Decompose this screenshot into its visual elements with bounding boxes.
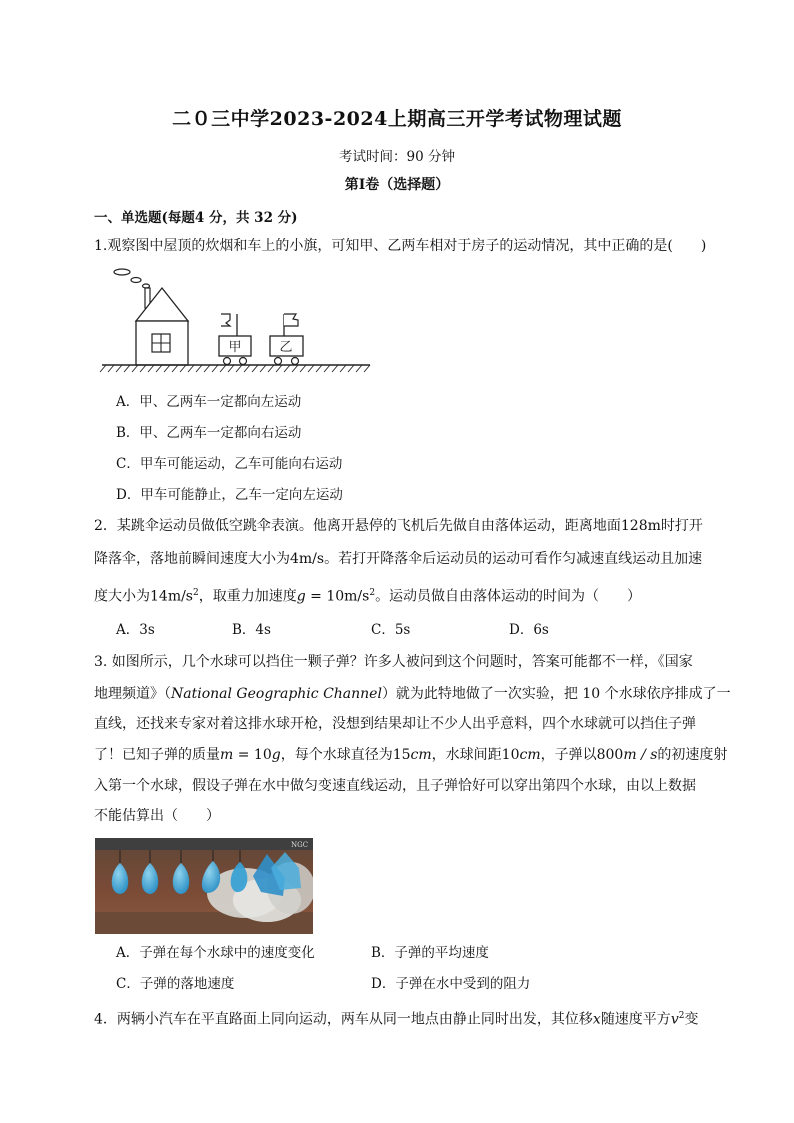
car-a-label: 甲 bbox=[228, 340, 242, 355]
smoke-puff bbox=[143, 284, 150, 288]
q1-option-d: D．甲车可能静止，乙车一定向左运动 bbox=[116, 487, 343, 503]
question-3-line-5: 入第一个水球，假设子弹在水中做匀变速直线运动，且子弹恰好可以穿出第四个水球，由以上数据 bbox=[94, 778, 696, 794]
house-roof bbox=[136, 288, 188, 321]
question-2-line-2: 降落伞，落地前瞬间速度大小为4m/s。若打开降落伞后运动员的运动可看作匀减速直线运动且加速 bbox=[94, 551, 703, 567]
question-3-line-2: 地理频道》（National Geographic Channel）就为此特地做了一次实验，把 10 个水球依序排成了一 bbox=[94, 686, 731, 702]
q1-option-c: C．甲车可能运动，乙车可能向右运动 bbox=[116, 456, 343, 472]
question-3-line-3: 直线，还找来专家对着这排水球开枪，没想到结果却让不少人出乎意料，四个水球就可以挡住子弹 bbox=[94, 716, 696, 732]
page-title: 二０三中学2023-2024上期高三开学考试物理试题 bbox=[172, 108, 622, 130]
q1-option-b: B．甲、乙两车一定都向右运动 bbox=[116, 425, 302, 441]
car-b bbox=[270, 314, 303, 365]
ground-hatching bbox=[100, 365, 370, 372]
svg-text:NGC: NGC bbox=[291, 841, 309, 849]
flag-b bbox=[284, 314, 298, 326]
question-2-line-1: 2．某跳伞运动员做低空跳伞表演。他离开悬停的飞机后先做自由落体运动，距离地面128m时打开 bbox=[94, 518, 703, 534]
q3-option-b: B．子弹的平均速度 bbox=[371, 945, 489, 961]
question-1-stem: 1.观察图中屋顶的炊烟和车上的小旗，可知甲、乙两车相对于房子的运动情况，其中正确的是( ) bbox=[94, 238, 707, 254]
q2-option-b: B．4s bbox=[232, 622, 271, 638]
q2-option-a: A．3s bbox=[116, 622, 155, 638]
q2-option-d: D．6s bbox=[509, 622, 549, 638]
question-1-figure bbox=[94, 262, 379, 380]
car-a bbox=[219, 314, 251, 365]
q3-option-d: D．子弹在水中受到的阻力 bbox=[371, 976, 531, 992]
flag-a bbox=[221, 314, 230, 326]
smoke-puff bbox=[114, 269, 130, 275]
exam-time: 考试时间：90 分钟 bbox=[339, 149, 455, 165]
q1-option-a: A．甲、乙两车一定都向左运动 bbox=[116, 394, 302, 410]
question-2-line-3: 度大小为$14m/s^2$，取重力加速度$g = 10m/s^2$。运动员做自由落体运动的时间为（ ） bbox=[94, 588, 642, 605]
question-3-line-4: 了！已知子弹的质量m = 10g，每个水球直径为15cm，水球间距10cm，子弹以800m / s的初速度射 bbox=[94, 747, 728, 763]
part-heading: 第Ⅰ卷（选择题） bbox=[344, 177, 450, 193]
q2-option-c: C．5s bbox=[371, 622, 411, 638]
water-balloon-photo bbox=[95, 838, 313, 934]
question-4-line-1: 4．两辆小汽车在平直路面上同向运动，两车从同一地点由静止同时出发，其位移x随速度平方$v^2$变 bbox=[94, 1011, 699, 1028]
q3-option-c: C．子弹的落地速度 bbox=[116, 976, 235, 992]
question-3-line-1: 3. 如图所示，几个水球可以挡住一颗子弹？许多人被问到这个问题时，答案可能都不一样，《国家 bbox=[94, 654, 693, 670]
car-b-label: 乙 bbox=[279, 340, 293, 355]
question-3-line-6: 不能估算出（ ） bbox=[94, 808, 220, 824]
smoke-puff bbox=[131, 278, 141, 283]
section-heading: 一、单选题(每题4 分，共 32 分) bbox=[94, 210, 298, 226]
q3-option-a: A．子弹在每个水球中的速度变化 bbox=[116, 945, 315, 961]
